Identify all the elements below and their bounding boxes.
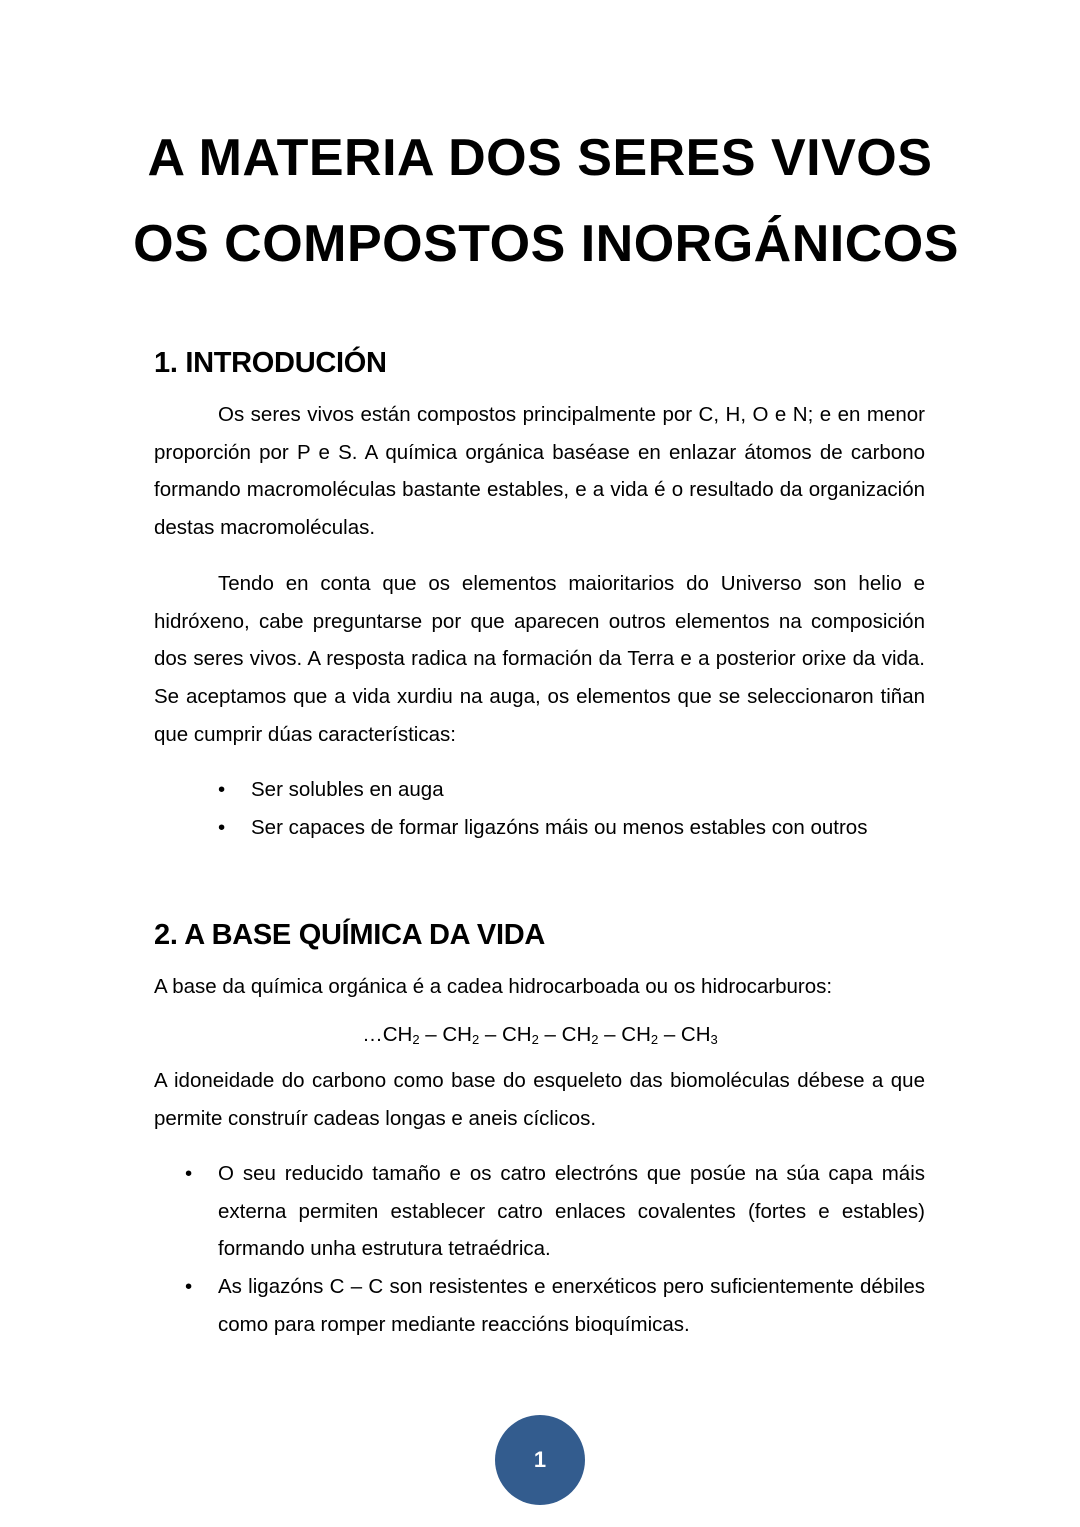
list-item: • Ser capaces de formar ligazóns máis ou menos estables con outros <box>218 809 867 847</box>
intro-paragraph-1: Os seres vivos están compostos principalmente por C, H, O e N; e en menor proporción por P e S. A química orgánica baséase en enlazar átomos de carbono formando macromoléculas bastante estables, e a vida é o resultado da organización destas macromoléculas. <box>154 403 925 540</box>
page-number-badge: 1 <box>495 1415 585 1505</box>
list-item: • As ligazóns C – C son resistentes e enerxéticos pero suficientemente débiles como para romper mediante reaccións bioquímicas. <box>218 1268 925 1343</box>
document-title-line2: OS COMPOSTOS INORGÁNICOS <box>133 215 959 273</box>
list-item: • Ser solubles en auga <box>218 771 867 809</box>
chemical-basis-paragraph-1: A base da química orgánica é a cadea hidrocarboada ou os hidrocarburos: <box>154 975 833 998</box>
list-item: • O seu reducido tamaño e os catro electróns que posúe na súa capa máis externa permiten establecer catro enlaces covalentes (fortes e estables) formando unha estrutura tetraédrica. <box>218 1155 925 1268</box>
intro-paragraph-2: Tendo en conta que os elementos maioritarios do Universo son helio e hidróxeno, cabe preguntarse por que aparecen outros elementos na composición dos seres vivos. A resposta radica na formación da Terra e a posterior orixe da vida. Se aceptamos que a vida xurdiu na auga, os elementos que se seleccionaron tiñan que cumprir dúas características: <box>154 572 925 746</box>
carbon-properties-list <box>218 1155 925 1344</box>
document-title-line1: A MATERIA DOS SERES VIVOS <box>147 129 933 187</box>
chemical-basis-paragraph-2: A idoneidade do carbono como base do esqueleto das biomoléculas débese a que permite construír cadeas longas e aneis cíclicos. <box>154 1069 925 1130</box>
characteristics-list <box>218 771 867 846</box>
section-heading-introduction: 1. INTRODUCIÓN <box>154 347 387 379</box>
section-heading-chemical-basis: 2. A BASE QUÍMICA DA VIDA <box>154 919 546 951</box>
hydrocarbon-formula: $\dots CH_2 - CH_2 - CH_2 - CH_2 - CH_2 - CH_3$ <box>362 1023 718 1047</box>
